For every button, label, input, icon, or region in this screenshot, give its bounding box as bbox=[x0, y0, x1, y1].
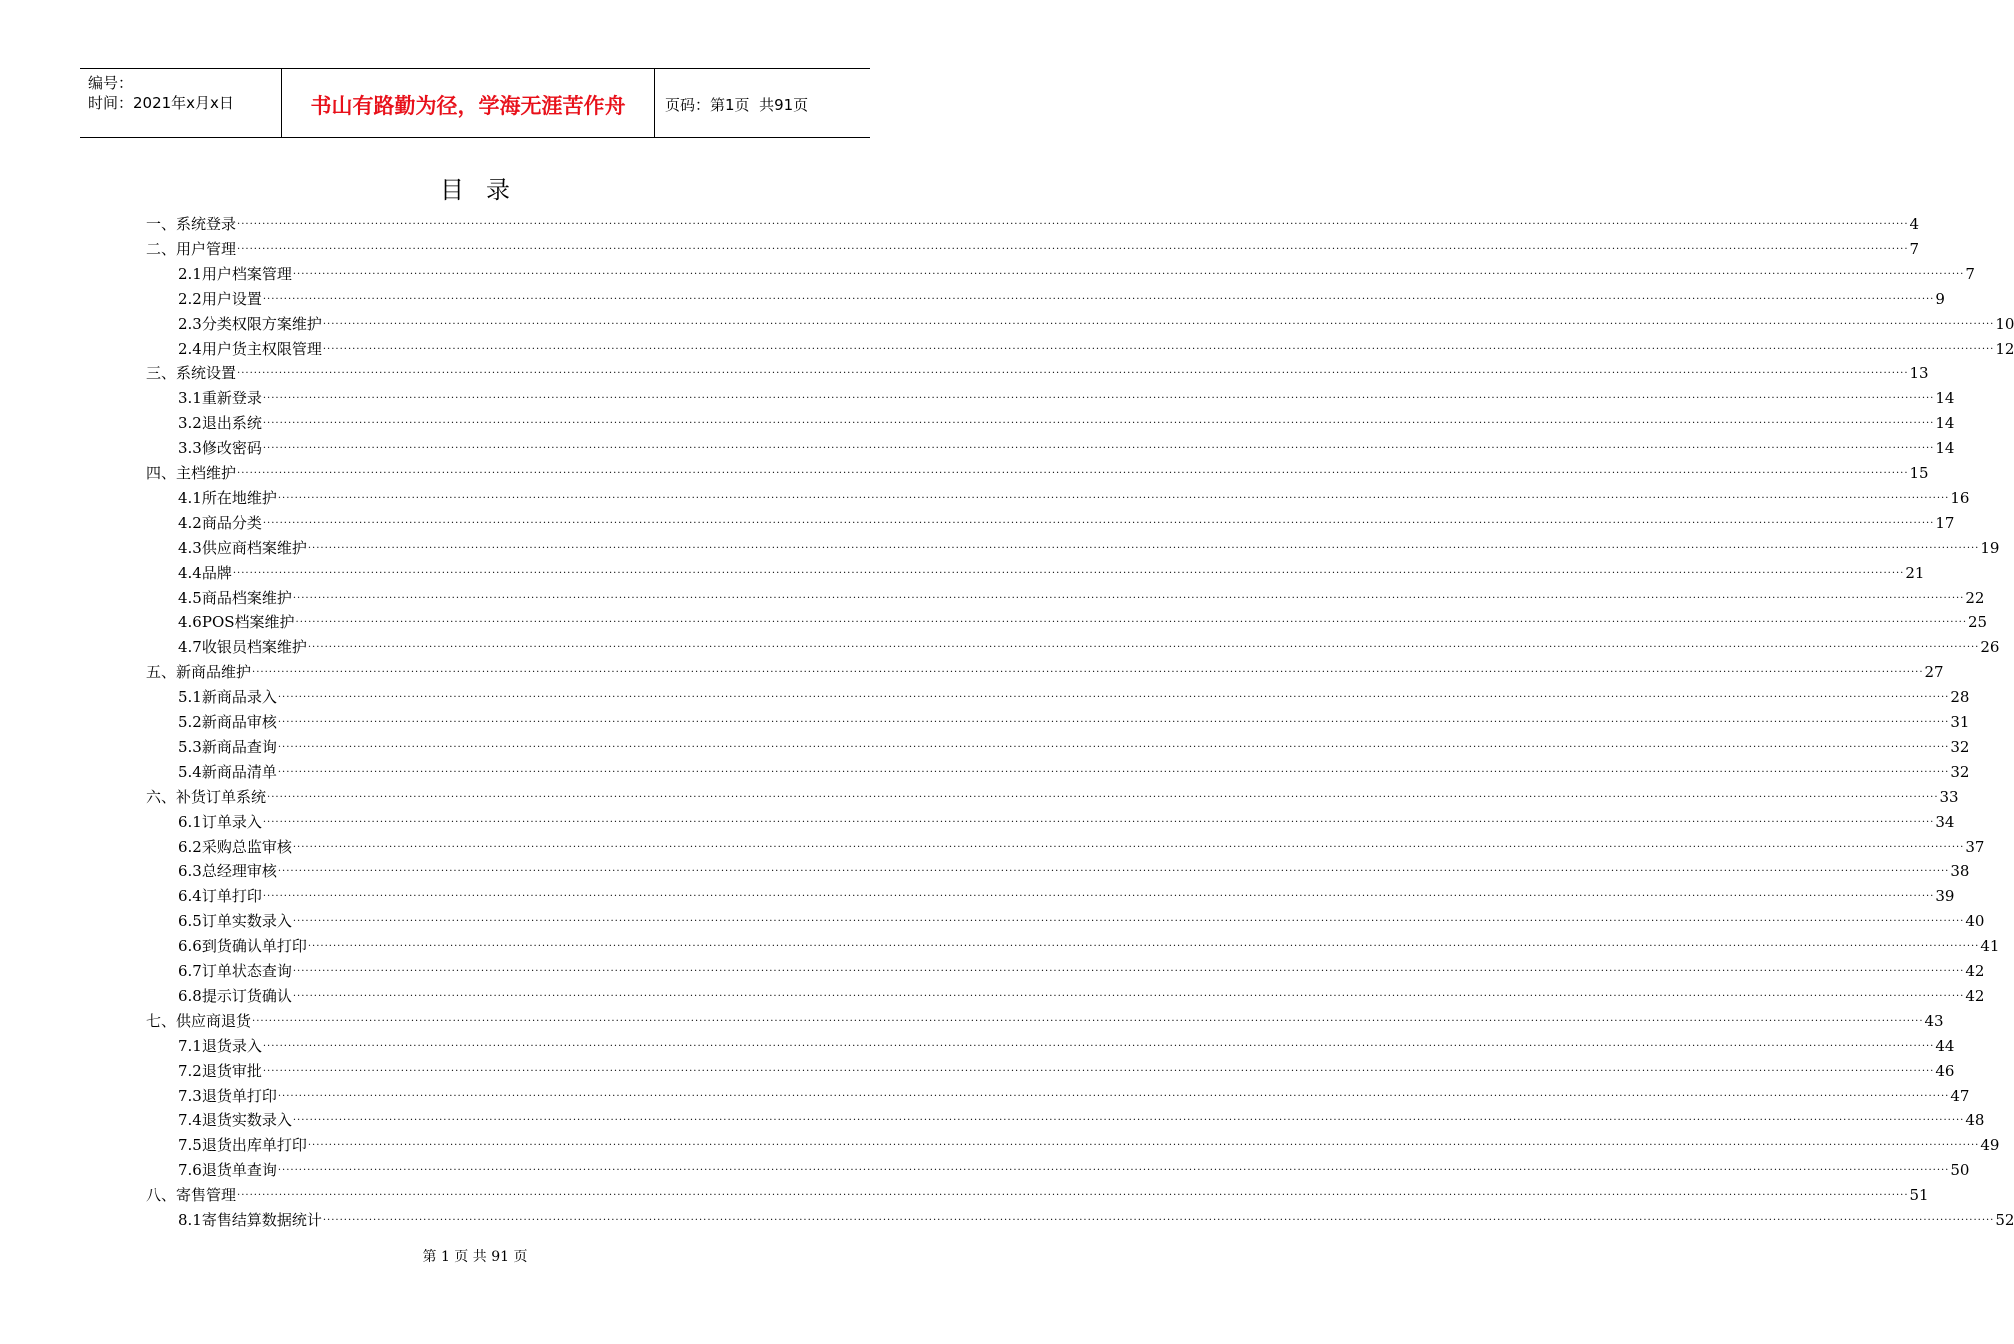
toc-entry-title: 寄售管理 bbox=[176, 1186, 237, 1205]
toc-entry-title: 采购总监审核 bbox=[201, 837, 292, 856]
toc-entry-number: 八、 bbox=[146, 1186, 177, 1205]
toc-entry-page: 37 bbox=[1965, 837, 1985, 856]
toc-entry-title: 退货审批 bbox=[201, 1061, 262, 1080]
toc-entry-page: 7 bbox=[1965, 264, 1975, 283]
toc-entry-page: 10 bbox=[1995, 314, 2014, 333]
toc-entry-number: 2.1 bbox=[178, 264, 202, 283]
toc-entry-title: 用户设置 bbox=[201, 289, 262, 308]
toc-entry-number: 五、 bbox=[146, 663, 177, 682]
header-page-info bbox=[655, 69, 870, 137]
toc-entry[interactable] bbox=[178, 382, 1955, 408]
toc-leader-dots: ................................................................................................................................................................................................................................................................................................................................................................................................................ bbox=[262, 1037, 1935, 1049]
toc-entry-page: 13 bbox=[1909, 364, 1929, 383]
toc-leader-dots: ................................................................................................................................................................................................................................................................................................................................................................................................................ bbox=[277, 763, 1950, 775]
toc-entry-number: 7.1 bbox=[178, 1036, 202, 1055]
toc-entry-title: 供应商退货 bbox=[176, 1011, 252, 1030]
toc-entry-page: 43 bbox=[1924, 1011, 1944, 1030]
toc-entry-number: 5.2 bbox=[178, 713, 202, 731]
toc-entry[interactable] bbox=[178, 756, 1970, 781]
toc-entry[interactable] bbox=[178, 333, 2014, 358]
toc-entry-title: 退货出库单打印 bbox=[201, 1136, 307, 1155]
toc-entry[interactable] bbox=[178, 1204, 2014, 1229]
toc-entry[interactable] bbox=[178, 1104, 1985, 1130]
toc-leader-dots: ................................................................................................................................................................................................................................................................................................................................................................................................................ bbox=[307, 639, 1980, 651]
toc-entry-number: 7.3 bbox=[178, 1086, 202, 1105]
toc-entry-page: 41 bbox=[1980, 937, 2000, 956]
toc-entry-number: 4.2 bbox=[178, 513, 202, 532]
toc-entry[interactable] bbox=[178, 606, 1988, 632]
toc-entry[interactable] bbox=[178, 532, 2000, 557]
toc-leader-dots: ................................................................................................................................................................................................................................................................................................................................................................................................................ bbox=[262, 1062, 1935, 1074]
toc-entry-number: 6.4 bbox=[178, 887, 202, 906]
toc-entry-page: 49 bbox=[1980, 1136, 2000, 1155]
toc-entry-title: 重新登录 bbox=[201, 389, 262, 408]
toc-entry[interactable] bbox=[146, 457, 1929, 482]
toc-entry-title: 用户货主权限管理 bbox=[201, 339, 322, 358]
toc-entry-title: 订单打印 bbox=[201, 887, 262, 906]
toc-entry-title: 系统设置 bbox=[176, 364, 237, 383]
toc-leader-dots: ................................................................................................................................................................................................................................................................................................................................................................................................................ bbox=[237, 365, 1909, 377]
toc-leader-dots: ................................................................................................................................................................................................................................................................................................................................................................................................................ bbox=[295, 614, 1968, 626]
toc-entry[interactable] bbox=[178, 955, 1985, 980]
toc-entry-title: 供应商档案维护 bbox=[201, 538, 307, 557]
toc-entry-number: 四、 bbox=[146, 464, 177, 482]
toc-entry-page: 21 bbox=[1905, 563, 1925, 582]
toc-leader-dots: ................................................................................................................................................................................................................................................................................................................................................................................................................ bbox=[292, 838, 1965, 850]
toc-entry-page: 46 bbox=[1935, 1061, 1955, 1080]
toc-entry-title: 主档维护 bbox=[176, 464, 237, 482]
toc-entry-page: 27 bbox=[1924, 663, 1944, 682]
toc-entry[interactable] bbox=[178, 258, 1975, 283]
toc-entry-title: 订单状态查询 bbox=[201, 962, 292, 980]
toc-entry-number: 4.3 bbox=[178, 538, 202, 557]
serial-label: 编号： bbox=[88, 74, 134, 92]
toc-leader-dots: ................................................................................................................................................................................................................................................................................................................................................................................................................ bbox=[237, 240, 1909, 252]
toc-entry[interactable] bbox=[178, 407, 1955, 433]
toc-entry-page: 14 bbox=[1935, 414, 1955, 433]
toc-entry-page: 14 bbox=[1935, 439, 1955, 458]
toc-entry[interactable] bbox=[146, 357, 1929, 383]
toc-entry-title: 退货单查询 bbox=[201, 1161, 277, 1180]
toc-entry-number: 7.4 bbox=[178, 1111, 202, 1130]
toc-entry-page: 22 bbox=[1965, 588, 1985, 607]
toc-entry-number: 4.6 bbox=[178, 613, 202, 632]
toc-entry[interactable] bbox=[178, 980, 1985, 1005]
toc-entry[interactable] bbox=[178, 432, 1955, 458]
toc-entry-number: 七、 bbox=[146, 1011, 177, 1030]
toc-entry-title: 退出系统 bbox=[201, 414, 262, 433]
toc-entry-page: 19 bbox=[1980, 538, 2000, 557]
toc-entry-number: 3.1 bbox=[178, 389, 202, 408]
toc-leader-dots: ................................................................................................................................................................................................................................................................................................................................................................................................................ bbox=[252, 664, 1924, 676]
toc-entry-number: 3.3 bbox=[178, 439, 202, 458]
toc-entry-page: 51 bbox=[1909, 1186, 1929, 1205]
toc-entry-number: 2.2 bbox=[178, 289, 202, 308]
toc-entry[interactable] bbox=[178, 1030, 1955, 1055]
toc-leader-dots: ................................................................................................................................................................................................................................................................................................................................................................................................................ bbox=[292, 589, 1965, 601]
toc-entry[interactable] bbox=[146, 233, 1920, 258]
toc-entry[interactable] bbox=[146, 656, 1944, 682]
toc-entry-page: 14 bbox=[1935, 389, 1955, 408]
page-footer: 第 1 页 共 91 页 bbox=[422, 1249, 528, 1265]
toc-leader-dots: ................................................................................................................................................................................................................................................................................................................................................................................................................ bbox=[292, 963, 1965, 974]
toc-entry-page: 28 bbox=[1950, 688, 1970, 707]
toc-leader-dots: ................................................................................................................................................................................................................................................................................................................................................................................................................ bbox=[262, 514, 1935, 526]
toc-entry[interactable] bbox=[146, 1179, 1929, 1205]
toc-leader-dots: ................................................................................................................................................................................................................................................................................................................................................................................................................ bbox=[237, 216, 1909, 227]
toc-entry-title: 商品档案维护 bbox=[201, 588, 292, 607]
toc-entry-title: 到货确认单打印 bbox=[201, 937, 307, 956]
toc-entry-page: 12 bbox=[1995, 339, 2014, 358]
toc-entry-number: 7.2 bbox=[178, 1061, 202, 1080]
toc-entry[interactable] bbox=[178, 1129, 2000, 1155]
toc-leader-dots: ................................................................................................................................................................................................................................................................................................................................................................................................................ bbox=[277, 1087, 1950, 1099]
toc-entry-title: 所在地维护 bbox=[201, 488, 277, 507]
toc-leader-dots: ................................................................................................................................................................................................................................................................................................................................................................................................................ bbox=[322, 1212, 1995, 1223]
toc-title: 目录 bbox=[440, 176, 532, 204]
toc-leader-dots: ................................................................................................................................................................................................................................................................................................................................................................................................................ bbox=[232, 564, 1905, 576]
toc-entry-number: 6.5 bbox=[178, 912, 202, 931]
toc-entry-number: 6.6 bbox=[178, 937, 202, 956]
toc-entry[interactable] bbox=[178, 308, 2014, 333]
toc-entry-number: 8.1 bbox=[178, 1211, 202, 1229]
toc-entry-title: 商品分类 bbox=[201, 513, 262, 532]
toc-entry-title: 寄售结算数据统计 bbox=[201, 1211, 322, 1229]
toc-leader-dots: ................................................................................................................................................................................................................................................................................................................................................................................................................ bbox=[292, 913, 1965, 925]
toc-leader-dots: ................................................................................................................................................................................................................................................................................................................................................................................................................ bbox=[277, 489, 1950, 501]
toc-leader-dots: ................................................................................................................................................................................................................................................................................................................................................................................................................ bbox=[277, 738, 1950, 750]
toc-entry-title: 新商品清单 bbox=[201, 762, 277, 781]
toc-leader-dots: ................................................................................................................................................................................................................................................................................................................................................................................................................ bbox=[262, 390, 1935, 402]
toc-entry-number: 2.4 bbox=[178, 339, 202, 358]
toc-entry[interactable] bbox=[178, 1080, 1970, 1105]
toc-entry-page: 40 bbox=[1965, 912, 1985, 931]
toc-entry-page: 47 bbox=[1950, 1086, 1970, 1105]
toc-entry-number: 6.1 bbox=[178, 812, 202, 831]
toc-entry-number: 4.4 bbox=[178, 563, 202, 582]
toc-entry-page: 34 bbox=[1935, 812, 1955, 831]
toc-entry-title: 新商品录入 bbox=[201, 688, 277, 707]
toc-entry-page: 15 bbox=[1909, 464, 1929, 482]
toc-entry-page: 52 bbox=[1995, 1211, 2014, 1229]
toc-entry-title: 新商品审核 bbox=[201, 713, 277, 731]
toc-leader-dots: ................................................................................................................................................................................................................................................................................................................................................................................................................ bbox=[292, 987, 1965, 999]
toc-leader-dots: ................................................................................................................................................................................................................................................................................................................................................................................................................ bbox=[277, 689, 1950, 701]
toc-entry-number: 7.6 bbox=[178, 1161, 202, 1180]
toc-entry-page: 33 bbox=[1939, 787, 1959, 806]
toc-leader-dots: ................................................................................................................................................................................................................................................................................................................................................................................................................ bbox=[262, 440, 1935, 452]
toc-leader-dots: ................................................................................................................................................................................................................................................................................................................................................................................................................ bbox=[277, 714, 1950, 725]
toc-entry-number: 6.7 bbox=[178, 962, 202, 980]
toc-leader-dots: ................................................................................................................................................................................................................................................................................................................................................................................................................ bbox=[237, 465, 1909, 476]
toc-entry[interactable] bbox=[178, 806, 1955, 831]
toc-entry-title: POS档案维护 bbox=[201, 613, 295, 632]
toc-entry-number: 4.5 bbox=[178, 588, 202, 607]
toc-entry-number: 6.2 bbox=[178, 837, 202, 856]
toc-entry-title: 品牌 bbox=[201, 563, 232, 582]
toc-leader-dots: ................................................................................................................................................................................................................................................................................................................................................................................................................ bbox=[277, 863, 1950, 875]
toc-entry-number: 一、 bbox=[146, 215, 177, 233]
toc-leader-dots: ................................................................................................................................................................................................................................................................................................................................................................................................................ bbox=[307, 938, 1980, 950]
toc-entry-title: 退货录入 bbox=[201, 1036, 262, 1055]
toc-entry[interactable] bbox=[178, 930, 2000, 956]
toc-entry-title: 订单录入 bbox=[201, 812, 262, 831]
toc-leader-dots: ................................................................................................................................................................................................................................................................................................................................................................................................................ bbox=[277, 1162, 1950, 1174]
toc-entry-page: 32 bbox=[1950, 737, 1970, 756]
toc-entry-page: 42 bbox=[1965, 962, 1985, 980]
toc-entry-page: 16 bbox=[1950, 488, 1970, 507]
toc-entry-page: 9 bbox=[1935, 289, 1945, 308]
header-meta bbox=[80, 69, 282, 137]
toc-entry[interactable] bbox=[146, 1005, 1944, 1030]
toc-entry[interactable] bbox=[146, 208, 1920, 233]
toc-entry-title: 订单实数录入 bbox=[201, 912, 292, 931]
toc-entry[interactable] bbox=[178, 731, 1970, 756]
toc-entry-title: 新商品维护 bbox=[176, 663, 252, 682]
toc-entry-title: 用户管理 bbox=[176, 239, 237, 258]
toc-entry-title: 修改密码 bbox=[201, 439, 262, 458]
toc-entry-number: 5.3 bbox=[178, 737, 202, 756]
toc-entry-title: 总经理审核 bbox=[201, 862, 277, 881]
toc-entry-title: 用户档案管理 bbox=[201, 264, 292, 283]
toc-entry-number: 6.3 bbox=[178, 862, 202, 881]
toc-entry-page: 48 bbox=[1965, 1111, 1985, 1130]
toc-entry-page: 25 bbox=[1968, 613, 1988, 632]
toc-entry-number: 二、 bbox=[146, 239, 177, 258]
toc-entry-page: 44 bbox=[1935, 1036, 1955, 1055]
toc-entry-page: 7 bbox=[1909, 239, 1920, 258]
toc-entry-title: 收银员档案维护 bbox=[201, 638, 307, 657]
toc-entry-page: 26 bbox=[1980, 638, 2000, 657]
toc-entry[interactable] bbox=[178, 557, 1925, 582]
toc-leader-dots: ................................................................................................................................................................................................................................................................................................................................................................................................................ bbox=[322, 340, 1995, 352]
toc-entry-page: 31 bbox=[1950, 713, 1970, 731]
page-info-text: 页码：第1页 共91页 bbox=[665, 95, 809, 114]
toc-entry-number: 2.3 bbox=[178, 314, 202, 333]
toc-entry-page: 42 bbox=[1965, 986, 1985, 1005]
toc-entry[interactable] bbox=[178, 880, 1955, 906]
toc-entry[interactable] bbox=[146, 781, 1959, 806]
toc-entry-number: 3.2 bbox=[178, 414, 202, 433]
toc-leader-dots: ................................................................................................................................................................................................................................................................................................................................................................................................................ bbox=[292, 265, 1965, 277]
toc-entry-page: 17 bbox=[1935, 513, 1955, 532]
toc-leader-dots: ................................................................................................................................................................................................................................................................................................................................................................................................................ bbox=[307, 539, 1980, 551]
toc-entry[interactable] bbox=[178, 482, 1970, 507]
toc-entry-page: 50 bbox=[1950, 1161, 1970, 1180]
toc-entry-number: 5.4 bbox=[178, 762, 202, 781]
toc-leader-dots: ................................................................................................................................................................................................................................................................................................................................................................................................................ bbox=[322, 315, 1995, 327]
toc-entry-number: 7.5 bbox=[178, 1136, 202, 1155]
toc-leader-dots: ................................................................................................................................................................................................................................................................................................................................................................................................................ bbox=[267, 788, 1939, 800]
toc-leader-dots: ................................................................................................................................................................................................................................................................................................................................................................................................................ bbox=[262, 888, 1935, 900]
toc-entry[interactable] bbox=[178, 905, 1985, 931]
toc-entry-title: 提示订货确认 bbox=[201, 986, 292, 1005]
toc-entry-title: 分类权限方案维护 bbox=[201, 314, 322, 333]
toc-entry[interactable] bbox=[178, 1055, 1955, 1080]
toc-entry-number: 5.1 bbox=[178, 688, 202, 707]
toc-entry[interactable] bbox=[178, 507, 1955, 532]
toc-entry[interactable] bbox=[178, 582, 1985, 607]
toc-entry-number: 三、 bbox=[146, 364, 177, 383]
toc-entry-page: 38 bbox=[1950, 862, 1970, 881]
toc-entry-title: 补货订单系统 bbox=[176, 787, 267, 806]
toc-entry[interactable] bbox=[178, 283, 1945, 308]
toc-entry-number: 4.7 bbox=[178, 638, 202, 657]
time-label: 时间：2021年x月x日 bbox=[88, 94, 234, 112]
toc-entry[interactable] bbox=[178, 706, 1970, 731]
header-motto: 书山有路勤为径，学海无涯苦作舟 bbox=[282, 69, 655, 137]
toc-entry-page: 32 bbox=[1950, 762, 1970, 781]
toc-leader-dots: ................................................................................................................................................................................................................................................................................................................................................................................................................ bbox=[262, 290, 1935, 302]
toc-entry-title: 退货实数录入 bbox=[201, 1111, 292, 1130]
toc-leader-dots: ................................................................................................................................................................................................................................................................................................................................................................................................................ bbox=[307, 1137, 1980, 1149]
toc-entry[interactable] bbox=[178, 631, 2000, 657]
toc-leader-dots: ................................................................................................................................................................................................................................................................................................................................................................................................................ bbox=[237, 1187, 1909, 1199]
toc-entry-title: 新商品查询 bbox=[201, 737, 277, 756]
toc-entry-number: 六、 bbox=[146, 787, 177, 806]
toc-entry-title: 系统登录 bbox=[176, 215, 237, 233]
toc-entry[interactable] bbox=[178, 831, 1985, 856]
toc-entry-title: 退货单打印 bbox=[201, 1086, 277, 1105]
toc-entry-number: 4.1 bbox=[178, 488, 202, 507]
toc-entry[interactable] bbox=[178, 855, 1970, 881]
toc-entry[interactable] bbox=[178, 681, 1970, 707]
toc-leader-dots: ................................................................................................................................................................................................................................................................................................................................................................................................................ bbox=[262, 415, 1935, 427]
toc-entry-number: 6.8 bbox=[178, 986, 202, 1005]
toc-entry-page: 4 bbox=[1909, 215, 1920, 233]
toc-entry[interactable] bbox=[178, 1154, 1970, 1180]
toc-leader-dots: ................................................................................................................................................................................................................................................................................................................................................................................................................ bbox=[252, 1012, 1924, 1024]
toc-leader-dots: ................................................................................................................................................................................................................................................................................................................................................................................................................ bbox=[292, 1112, 1965, 1124]
toc-leader-dots: ................................................................................................................................................................................................................................................................................................................................................................................................................ bbox=[262, 813, 1935, 825]
toc-entry-page: 39 bbox=[1935, 887, 1955, 906]
page-header bbox=[80, 68, 870, 138]
